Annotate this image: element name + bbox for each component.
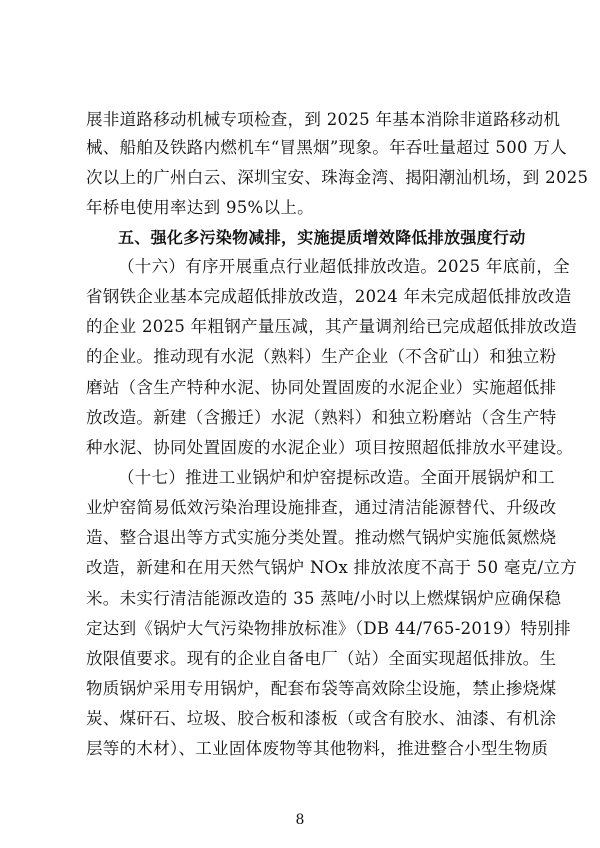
body-line-14: 业炉窑简易低效污染治理设施排查，通过清洁能源替代、升级改 [86, 498, 557, 517]
body-line-7: 省钢铁企业基本完成超低排放改造，2024 年未完成超低排放改造 [86, 287, 572, 306]
body-line-3: 次以上的广州白云、深圳宝安、珠海金湾、揭阳潮汕机场，到 2025 [86, 168, 589, 187]
body-line-12: 种水泥、协同处置固废的水泥企业）项目按照超低排放水平建设。 [86, 438, 574, 457]
body-line-8: 的企业 2025 年粗钢产量压减，其产量调剂给已完成超低排放改造 [86, 317, 578, 336]
section-heading: 五、强化多污染物减排，实施提质增效降低排放强度行动 [118, 228, 526, 247]
body-line-13: （十七）推进工业锅炉和炉窑提标改造。全面开展锅炉和工 [118, 468, 555, 487]
body-line-6: （十六）有序开展重点行业超低排放改造。2025 年底前，全 [118, 257, 570, 276]
body-line-18: 定达到《锅炉大气污染物排放标准》（DB 44/765-2019）特别排 [86, 619, 571, 638]
body-line-15: 造、整合退出等方式实施分类处置。推动燃气锅炉实施低氮燃烧 [86, 528, 557, 547]
body-line-21: 炭、煤矸石、垃圾、胶合板和漆板（或含有胶水、油漆、有机涂 [86, 709, 557, 728]
body-line-9: 的企业。推动现有水泥（熟料）生产企业（不含矿山）和独立粉 [86, 347, 557, 366]
body-line-22: 层等的木材）、工业固体废物等其他物料，推进整合小型生物质 [86, 739, 549, 758]
body-line-11: 放改造。新建（含搬迁）水泥（熟料）和独立粉磨站（含生产特 [86, 408, 557, 427]
body-line-2: 械、船舶及铁路内燃机车“冒黑烟”现象。年吞吐量超过 500 万人 [86, 138, 567, 157]
body-line-4: 年桥电使用率达到 95%以上。 [86, 198, 314, 217]
body-line-16: 改造，新建和在用天然气锅炉 NOx 排放浓度不高于 50 毫克/立方 [86, 558, 578, 577]
body-line-17: 米。未实行清洁能源改造的 35 蒸吨/小时以上燃煤锅炉应确保稳 [86, 589, 562, 608]
body-line-19: 放限值要求。现有的企业自备电厂（站）全面实现超低排放。生 [86, 649, 557, 668]
body-line-20: 物质锅炉采用专用锅炉，配套布袋等高效除尘设施，禁止掺烧煤 [86, 679, 557, 698]
body-line-1: 展非道路移动机械专项检查，到 2025 年基本消除非道路移动机 [86, 110, 561, 129]
page-number: 8 [295, 812, 305, 828]
body-line-10: 磨站（含生产特种水泥、协同处置固废的水泥企业）实施超低排 [86, 378, 557, 397]
